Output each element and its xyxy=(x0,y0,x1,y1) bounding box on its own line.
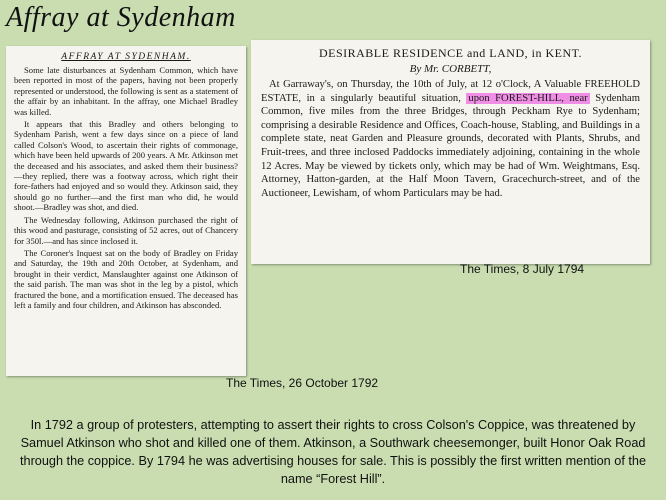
slide-title: Affray at Sydenham xyxy=(6,2,236,33)
newspaper-clipping-1794 xyxy=(251,40,650,264)
clipping-body xyxy=(6,65,246,310)
advert-text xyxy=(261,78,640,200)
advert-body xyxy=(251,78,650,200)
advert-text-after: Sydenham Common, five miles from the three Bridges, through Peckham Rye to Sydenham; comprising a desirable Residence and Offices, Coach-house, Stabling, and Buildings in a complete state, neat Garden and Pleasure grounds, decorated with Plants, Shrubs, and Fruit-trees, and three inclosed Paddocks immediately adjoining, containing in the whole 12 Acres. May be viewed by tickets only, which may be had of Wm. Weightmans, Esq. Attorney, Hatton-garden, at the Half Moon Tavern, Gracechurch-street, and of the Auctioneer, Lewisham, of whom Particulars may be had. xyxy=(261,92,640,199)
clipping-paragraph: The Coroner's Inquest sat on the body of Bradley on Friday and Saturday, the 19th and 20th October, at Sydenham, and brought in their verdict, Manslaughter against one Atkinson of the said parish. The man was shot in the leg by a pistol, which fractured the bone, and a mortification ensued. The deceased has left a family and four children, and Atkinson has absconded. xyxy=(14,247,238,310)
clipping-paragraph: It appears that this Bradley and others belonging to Sydenham Parish, went a few days since on a piece of land called Colson's Wood, to ascertain their rights of commonage, which have been held upwards of 200 years. A Mr. Atkinson met the deceased and his associates, and asked them their business?—they replied, there was a footway across, which right their fore-fathers had enjoyed and so would they. Atkinson said, they should go no further—and the first man who did, he would shoot.—Bradley was shot, and died. xyxy=(14,119,238,213)
clipping-paragraph: The Wednesday following, Atkinson purchased the right of this wood and pasturage, consisting of 52 acres, out of Chancery for 350l.—and has since inclosed it. xyxy=(14,214,238,246)
advert-byline: By Mr. CORBETT, xyxy=(409,63,492,75)
advert-text-before: At Garraway's, on Thursday, the 10th of July, at 12 o'Clock, A Valuable FREEHOLD ESTATE, in a singularly beautiful situation, xyxy=(261,79,640,104)
caption-times-1792: The Times, 26 October 1792 xyxy=(226,376,379,390)
clipping-heading: AFFRAY AT SYDENHAM. xyxy=(61,52,191,62)
caption-times-1794: The Times, 8 July 1794 xyxy=(460,262,585,276)
clipping-paragraph: Some late disturbances at Sydenham Common, which have been reported in most of the papers, having not been properly represented or understood, the following is sent as a statement of the affair by an inhabitant. In the affray, one Michael Bradley was killed. xyxy=(14,65,238,117)
summary-text: In 1792 a group of protesters, attempting to assert their rights to cross Colson's Coppice, was threatened by Samuel Atkinson who shot and killed one of them. Atkinson, a Southwark cheesemonger, built Honor Oak Road through the coppice. By 1794 he was advertising houses for sale. This is possibly the first written mention of the name “Forest Hill”. xyxy=(19,418,647,486)
advert-heading: DESIRABLE RESIDENCE and LAND, in KENT. xyxy=(318,46,583,60)
newspaper-clipping-1792 xyxy=(6,46,246,376)
forest-hill-highlight: upon FOREST-HILL, near xyxy=(468,92,588,104)
